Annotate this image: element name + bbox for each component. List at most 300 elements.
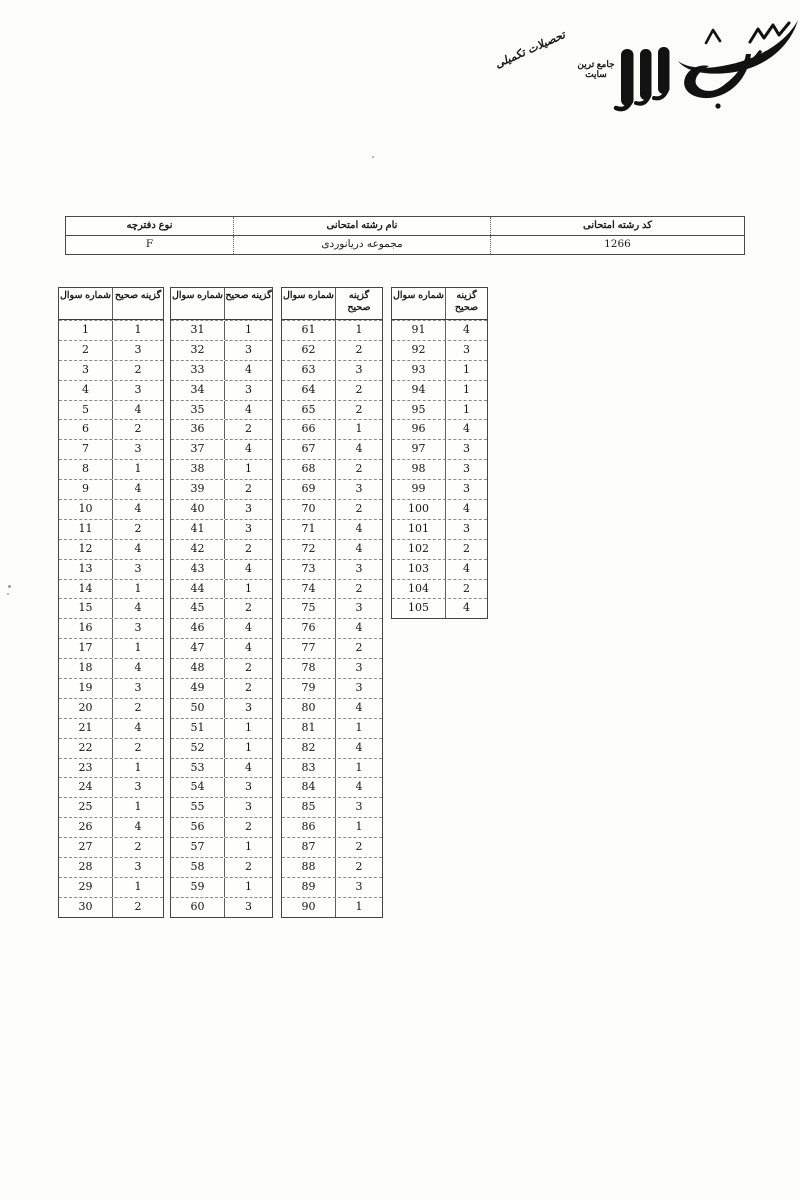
table-row (59, 320, 163, 340)
correct-option: 2 (355, 502, 363, 516)
table-row (171, 340, 272, 360)
table-row (59, 419, 163, 439)
correct-option: 2 (355, 860, 363, 874)
table-row (171, 419, 272, 439)
table-row (392, 539, 487, 559)
question-number: 31 (171, 321, 225, 340)
correct-option: 3 (245, 342, 252, 356)
correct-option: 4 (134, 661, 142, 675)
table-row (59, 718, 163, 738)
correct-option: 4 (134, 482, 142, 496)
correct-option: 4 (355, 541, 363, 555)
booklet-type-value: F (145, 238, 154, 250)
correct-option: 4 (355, 621, 363, 635)
table-row (282, 519, 382, 539)
answer-header: گزینه صحیح (454, 290, 479, 314)
answer-header: گزینه صحیح (347, 290, 371, 314)
correct-option: 3 (463, 462, 470, 476)
question-number: 63 (282, 361, 336, 380)
question-number: 47 (171, 639, 225, 658)
table-row (59, 400, 163, 420)
correct-option: 1 (134, 462, 142, 476)
correct-option: 2 (355, 382, 363, 396)
correct-option: 3 (463, 482, 470, 496)
correct-option: 4 (134, 541, 142, 555)
correct-option: 4 (134, 502, 142, 516)
correct-option: 4 (245, 641, 252, 655)
correct-option: 2 (134, 700, 142, 714)
table-row (171, 877, 272, 897)
table-row (171, 539, 272, 559)
question-number: 96 (392, 420, 446, 439)
correct-option: 4 (245, 442, 252, 456)
table-row (282, 559, 382, 579)
correct-option: 3 (355, 661, 363, 675)
table-row (282, 499, 382, 519)
correct-option: 1 (245, 581, 252, 595)
correct-option: 4 (463, 323, 470, 336)
table-row (282, 618, 382, 638)
scan-speck (7, 593, 9, 595)
question-number: 51 (171, 719, 225, 738)
correct-option: 4 (463, 601, 470, 615)
question-number: 83 (282, 759, 336, 778)
question-number: 91 (392, 321, 446, 340)
question-number: 58 (171, 858, 225, 877)
question-header: شماره سوال (171, 288, 225, 319)
question-number: 23 (59, 759, 113, 778)
table-row (392, 380, 487, 400)
table-row (59, 459, 163, 479)
table-row (171, 857, 272, 877)
table-body (171, 320, 272, 917)
correct-option: 2 (355, 641, 363, 655)
table-row (59, 499, 163, 519)
question-number: 32 (171, 341, 225, 360)
question-number: 54 (171, 778, 225, 797)
question-number: 65 (282, 401, 336, 420)
correct-option: 4 (355, 700, 363, 714)
correct-option: 3 (355, 482, 363, 496)
answer-header: گزینه صحیح (225, 290, 272, 301)
correct-option: 4 (245, 561, 252, 575)
correct-option: 3 (245, 899, 252, 913)
table-row (171, 320, 272, 340)
question-number: 49 (171, 679, 225, 698)
correct-option: 1 (355, 323, 363, 336)
table-row (171, 718, 272, 738)
table-row (171, 777, 272, 797)
question-number: 59 (171, 878, 225, 897)
correct-option: 3 (245, 502, 252, 516)
table-row (59, 598, 163, 618)
table-row (392, 479, 487, 499)
question-number: 94 (392, 381, 446, 400)
table-row (59, 698, 163, 718)
correct-option: 3 (355, 561, 363, 575)
question-number: 25 (59, 798, 113, 817)
correct-option: 1 (245, 840, 252, 854)
correct-option: 1 (245, 879, 252, 893)
question-number: 92 (392, 341, 446, 360)
correct-option: 4 (355, 521, 363, 535)
table-row (59, 360, 163, 380)
question-number: 75 (282, 599, 336, 618)
correct-option: 1 (355, 820, 363, 834)
question-number: 76 (282, 619, 336, 638)
correct-option: 3 (134, 442, 142, 456)
correct-option: 4 (355, 442, 363, 456)
table-row (392, 459, 487, 479)
question-number: 20 (59, 699, 113, 718)
table-row (282, 738, 382, 758)
table-row (392, 439, 487, 459)
question-number: 16 (59, 619, 113, 638)
table-row (282, 439, 382, 459)
correct-option: 1 (134, 760, 142, 774)
question-number: 85 (282, 798, 336, 817)
question-number: 97 (392, 440, 446, 459)
scan-speck (372, 156, 374, 158)
question-number: 45 (171, 599, 225, 618)
question-number: 105 (392, 599, 446, 618)
numeral-3-mark (616, 47, 670, 109)
question-number: 7 (59, 440, 113, 459)
table-row (171, 638, 272, 658)
question-number: 17 (59, 639, 113, 658)
correct-option: 2 (134, 840, 142, 854)
table-row (59, 797, 163, 817)
question-number: 72 (282, 540, 336, 559)
correct-option: 4 (245, 760, 252, 774)
table-row (59, 857, 163, 877)
table-row (282, 837, 382, 857)
table-row (59, 579, 163, 599)
question-number: 73 (282, 560, 336, 579)
table-row (282, 340, 382, 360)
table-row (171, 559, 272, 579)
table-row (392, 598, 487, 618)
correct-option: 1 (463, 402, 470, 416)
question-number: 44 (171, 580, 225, 599)
question-number: 38 (171, 460, 225, 479)
table-row (59, 658, 163, 678)
correct-option: 4 (463, 561, 470, 575)
question-number: 48 (171, 659, 225, 678)
table-row (392, 579, 487, 599)
booklet-type-label: نوع دفترچه (126, 220, 173, 231)
correct-option: 1 (134, 323, 142, 336)
question-number: 81 (282, 719, 336, 738)
question-number: 68 (282, 460, 336, 479)
correct-option: 1 (355, 760, 363, 774)
question-number: 14 (59, 580, 113, 599)
table-row (282, 360, 382, 380)
table-row (282, 419, 382, 439)
correct-option: 3 (463, 342, 470, 356)
correct-option: 2 (134, 422, 142, 436)
question-number: 69 (282, 480, 336, 499)
question-number: 53 (171, 759, 225, 778)
correct-option: 3 (134, 382, 142, 396)
question-number: 67 (282, 440, 336, 459)
question-header: شماره سوال (59, 288, 113, 319)
exam-info-table (65, 216, 745, 255)
exam-code-label: کد رشته امتحانی (490, 217, 744, 235)
correct-option: 3 (245, 780, 252, 794)
table-row (59, 758, 163, 778)
question-number: 8 (59, 460, 113, 479)
table-row (171, 837, 272, 857)
correct-option: 2 (245, 601, 252, 615)
correct-option: 3 (355, 879, 363, 893)
question-number: 60 (171, 898, 225, 917)
answer-table-4 (391, 287, 488, 619)
correct-option: 4 (134, 601, 142, 615)
correct-option: 1 (355, 422, 363, 436)
question-number: 77 (282, 639, 336, 658)
question-number: 84 (282, 778, 336, 797)
question-number: 9 (59, 480, 113, 499)
table-row (282, 897, 382, 917)
question-number: 19 (59, 679, 113, 698)
correct-option: 2 (245, 482, 252, 496)
table-row (59, 479, 163, 499)
correct-option: 2 (355, 342, 363, 356)
table-row (171, 400, 272, 420)
table-body (392, 320, 487, 618)
question-header: شماره سوال (282, 288, 336, 319)
correct-option: 1 (463, 382, 470, 396)
question-number: 82 (282, 739, 336, 758)
table-row (282, 598, 382, 618)
table-row (59, 738, 163, 758)
table-row (59, 897, 163, 917)
question-number: 21 (59, 719, 113, 738)
question-number: 61 (282, 321, 336, 340)
table-row (59, 539, 163, 559)
info-value-row (66, 235, 744, 254)
question-number: 4 (59, 381, 113, 400)
table-row (59, 817, 163, 837)
correct-option: 4 (245, 402, 252, 416)
correct-option: 4 (463, 422, 470, 436)
correct-option: 3 (463, 442, 470, 456)
exam-name-label: نام رشته امتحانی (233, 217, 490, 235)
table-row (171, 897, 272, 917)
question-header: شماره سوال (392, 288, 446, 319)
logo-tagline-script: تحصیلات تکمیلی (492, 28, 568, 71)
correct-option: 3 (134, 681, 142, 695)
correct-option: 3 (134, 621, 142, 635)
table-row (392, 519, 487, 539)
correct-option: 3 (355, 362, 363, 376)
table-row (59, 380, 163, 400)
correct-option: 1 (134, 581, 142, 595)
question-number: 55 (171, 798, 225, 817)
correct-option: 3 (463, 521, 470, 535)
question-number: 27 (59, 838, 113, 857)
answer-table-2 (170, 287, 273, 918)
question-number: 42 (171, 540, 225, 559)
table-header (282, 288, 382, 320)
table-row (59, 777, 163, 797)
question-number: 62 (282, 341, 336, 360)
table-row (59, 678, 163, 698)
question-number: 12 (59, 540, 113, 559)
table-row (171, 797, 272, 817)
question-number: 30 (59, 898, 113, 917)
table-row (59, 559, 163, 579)
correct-option: 4 (355, 740, 363, 754)
table-row (59, 638, 163, 658)
table-row (171, 519, 272, 539)
correct-option: 3 (245, 700, 252, 714)
correct-option: 3 (134, 860, 142, 874)
correct-option: 4 (245, 621, 252, 635)
question-number: 29 (59, 878, 113, 897)
question-number: 1 (59, 321, 113, 340)
exam-code-value: 1266 (490, 236, 744, 254)
table-row (282, 718, 382, 738)
question-number: 43 (171, 560, 225, 579)
question-number: 80 (282, 699, 336, 718)
answer-table-1 (58, 287, 164, 918)
question-number: 56 (171, 818, 225, 837)
calligraphy-dot (715, 103, 720, 108)
table-row (282, 877, 382, 897)
question-number: 78 (282, 659, 336, 678)
correct-option: 1 (463, 362, 470, 376)
table-row (171, 380, 272, 400)
question-number: 3 (59, 361, 113, 380)
table-row (282, 658, 382, 678)
correct-option: 2 (355, 402, 363, 416)
question-number: 2 (59, 341, 113, 360)
scan-speck (8, 585, 11, 588)
question-number: 103 (392, 560, 446, 579)
question-number: 18 (59, 659, 113, 678)
table-row (171, 698, 272, 718)
table-row (282, 459, 382, 479)
question-number: 79 (282, 679, 336, 698)
table-row (392, 419, 487, 439)
question-number: 6 (59, 420, 113, 439)
correct-option: 2 (245, 661, 252, 675)
table-row (171, 758, 272, 778)
correct-option: 1 (245, 720, 252, 734)
question-number: 64 (282, 381, 336, 400)
question-number: 89 (282, 878, 336, 897)
correct-option: 2 (245, 422, 252, 436)
correct-option: 1 (134, 800, 142, 814)
table-row (282, 758, 382, 778)
question-number: 22 (59, 739, 113, 758)
answer-table-3 (281, 287, 383, 918)
info-header-row (66, 217, 744, 235)
table-row (59, 439, 163, 459)
correct-option: 2 (355, 840, 363, 854)
question-number: 70 (282, 500, 336, 519)
correct-option: 3 (355, 601, 363, 615)
table-row (282, 777, 382, 797)
correct-option: 4 (134, 720, 142, 734)
table-row (392, 499, 487, 519)
logo-tagline-plain: جامع ترین سایت (577, 59, 615, 79)
exam-name-value: مجموعه دریانوردی (233, 236, 490, 254)
question-number: 11 (59, 520, 113, 539)
table-row (171, 360, 272, 380)
question-number: 5 (59, 401, 113, 420)
question-number: 95 (392, 401, 446, 420)
correct-option: 2 (463, 581, 470, 595)
question-number: 50 (171, 699, 225, 718)
question-number: 33 (171, 361, 225, 380)
correct-option: 1 (355, 899, 363, 913)
correct-option: 1 (134, 641, 142, 655)
correct-option: 3 (245, 382, 252, 396)
question-number: 28 (59, 858, 113, 877)
table-row (282, 479, 382, 499)
table-row (171, 678, 272, 698)
question-number: 98 (392, 460, 446, 479)
correct-option: 1 (134, 879, 142, 893)
table-row (171, 579, 272, 599)
table-row (59, 618, 163, 638)
question-number: 52 (171, 739, 225, 758)
correct-option: 2 (245, 541, 252, 555)
table-row (392, 340, 487, 360)
correct-option: 3 (245, 800, 252, 814)
question-number: 15 (59, 599, 113, 618)
table-header (59, 288, 163, 320)
question-number: 35 (171, 401, 225, 420)
correct-option: 2 (245, 820, 252, 834)
question-number: 41 (171, 520, 225, 539)
table-row (282, 320, 382, 340)
table-row (282, 797, 382, 817)
table-row (171, 499, 272, 519)
table-row (59, 340, 163, 360)
correct-option: 4 (355, 780, 363, 794)
question-number: 66 (282, 420, 336, 439)
table-row (171, 598, 272, 618)
table-row (392, 559, 487, 579)
question-number: 24 (59, 778, 113, 797)
correct-option: 2 (134, 899, 142, 913)
correct-option: 2 (134, 740, 142, 754)
table-row (392, 360, 487, 380)
correct-option: 4 (134, 820, 142, 834)
correct-option: 4 (245, 362, 252, 376)
question-number: 36 (171, 420, 225, 439)
correct-option: 3 (355, 681, 363, 695)
table-row (171, 817, 272, 837)
question-number: 104 (392, 580, 446, 599)
table-row (171, 618, 272, 638)
table-header (171, 288, 272, 320)
table-row (282, 698, 382, 718)
correct-option: 1 (245, 462, 252, 476)
table-row (59, 519, 163, 539)
correct-option: 4 (463, 502, 470, 516)
correct-option: 1 (355, 720, 363, 734)
question-number: 26 (59, 818, 113, 837)
table-row (171, 658, 272, 678)
question-number: 88 (282, 858, 336, 877)
table-row (282, 539, 382, 559)
table-header (392, 288, 487, 320)
